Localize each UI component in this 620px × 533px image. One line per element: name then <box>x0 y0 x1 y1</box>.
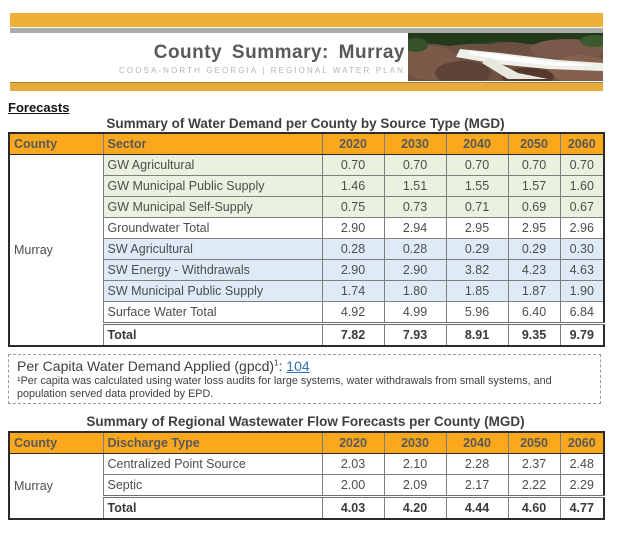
column-header-2040: 2040 <box>446 432 508 454</box>
value-cell: 4.03 <box>322 497 384 520</box>
value-cell: 1.85 <box>446 281 508 302</box>
value-cell: 2.95 <box>446 218 508 239</box>
per-capita-line <box>9 357 600 374</box>
column-header-2040: 2040 <box>446 133 508 155</box>
value-cell: 1.90 <box>560 281 604 302</box>
value-cell: 0.70 <box>384 155 446 176</box>
page-title: County Summary: Murray <box>153 42 405 63</box>
value-cell: 1.46 <box>322 176 384 197</box>
column-header-2020: 2020 <box>322 432 384 454</box>
value-cell: 0.71 <box>446 197 508 218</box>
waterfall-photo <box>408 33 603 81</box>
column-header-2060: 2060 <box>560 432 604 454</box>
value-cell: 2.90 <box>384 260 446 281</box>
value-cell: 9.35 <box>508 324 560 347</box>
value-cell: 0.69 <box>508 197 560 218</box>
sector-cell: GW Agricultural <box>103 155 322 176</box>
forecasts-heading: Forecasts <box>8 100 70 115</box>
value-cell: 6.40 <box>508 302 560 324</box>
column-header-2030: 2030 <box>384 432 446 454</box>
value-cell: 5.96 <box>446 302 508 324</box>
value-cell: 0.29 <box>446 239 508 260</box>
value-cell: 8.91 <box>446 324 508 347</box>
water-demand-table <box>8 132 605 347</box>
value-cell: 2.95 <box>508 218 560 239</box>
value-cell: 1.74 <box>322 281 384 302</box>
value-cell: 4.63 <box>560 260 604 281</box>
column-header-2050: 2050 <box>508 133 560 155</box>
sector-cell: SW Agricultural <box>103 239 322 260</box>
sector-cell: Total <box>103 324 322 347</box>
table-header-row <box>9 432 604 454</box>
column-header-2020: 2020 <box>322 133 384 155</box>
table-row <box>9 454 604 475</box>
value-cell: 4.20 <box>384 497 446 520</box>
sector-cell: SW Municipal Public Supply <box>103 281 322 302</box>
discharge-type-cell: Total <box>103 497 322 520</box>
sector-cell: GW Municipal Public Supply <box>103 176 322 197</box>
column-header-county: County <box>9 432 103 454</box>
value-cell: 0.70 <box>508 155 560 176</box>
value-cell: 2.00 <box>322 475 384 497</box>
column-header-2030: 2030 <box>384 133 446 155</box>
value-cell: 4.77 <box>560 497 604 520</box>
discharge-type-cell: Septic <box>103 475 322 497</box>
value-cell: 4.44 <box>446 497 508 520</box>
value-cell: 0.28 <box>384 239 446 260</box>
waterfall-illustration <box>408 33 603 81</box>
discharge-type-cell: Centralized Point Source <box>103 454 322 475</box>
value-cell: 2.29 <box>560 475 604 497</box>
wastewater-table <box>8 431 605 520</box>
value-cell: 2.10 <box>384 454 446 475</box>
bottom-accent-bar <box>10 82 603 91</box>
water-demand-table-title: Summary of Water Demand per County by Source Type (MGD) <box>106 116 505 131</box>
value-cell: 2.03 <box>322 454 384 475</box>
value-cell: 6.84 <box>560 302 604 324</box>
value-cell: 7.82 <box>322 324 384 347</box>
value-cell: 2.28 <box>446 454 508 475</box>
top-accent-bar <box>10 13 603 27</box>
value-cell: 2.09 <box>384 475 446 497</box>
table-header-row <box>9 133 604 155</box>
value-cell: 1.57 <box>508 176 560 197</box>
value-cell: 0.28 <box>322 239 384 260</box>
sector-cell: GW Municipal Self-Supply <box>103 197 322 218</box>
column-header-2060: 2060 <box>560 133 604 155</box>
value-cell: 4.92 <box>322 302 384 324</box>
per-capita-label: Per Capita Water Demand Applied (gpcd) <box>17 358 275 374</box>
value-cell: 4.23 <box>508 260 560 281</box>
value-cell: 0.73 <box>384 197 446 218</box>
value-cell: 4.99 <box>384 302 446 324</box>
value-cell: 0.70 <box>446 155 508 176</box>
column-header-county: County <box>9 133 103 155</box>
table-row <box>9 155 604 176</box>
value-cell: 2.48 <box>560 454 604 475</box>
value-cell: 1.87 <box>508 281 560 302</box>
value-cell: 7.93 <box>384 324 446 347</box>
value-cell: 2.94 <box>384 218 446 239</box>
county-cell: Murray <box>9 454 103 520</box>
per-capita-value-link[interactable]: 104 <box>286 358 310 374</box>
per-capita-box <box>8 354 601 404</box>
value-cell: 3.82 <box>446 260 508 281</box>
value-cell: 4.60 <box>508 497 560 520</box>
value-cell: 9.79 <box>560 324 604 347</box>
value-cell: 2.90 <box>322 260 384 281</box>
per-capita-footnote: ¹Per capita was calculated using water loss audits for large systems, water withdrawals from small systems, and population served data provided by EPD. <box>17 375 552 401</box>
value-cell: 1.51 <box>384 176 446 197</box>
value-cell: 2.96 <box>560 218 604 239</box>
value-cell: 1.80 <box>384 281 446 302</box>
column-header-discharge-type: Discharge Type <box>103 432 322 454</box>
value-cell: 0.30 <box>560 239 604 260</box>
per-capita-colon: : <box>278 358 287 374</box>
sector-cell: Groundwater Total <box>103 218 322 239</box>
value-cell: 1.55 <box>446 176 508 197</box>
value-cell: 1.60 <box>560 176 604 197</box>
value-cell: 2.37 <box>508 454 560 475</box>
page-subtitle: COOSA-NORTH GEORGIA | REGIONAL WATER PLAN <box>119 66 405 75</box>
value-cell: 2.22 <box>508 475 560 497</box>
wastewater-table-title: Summary of Regional Wastewater Flow Forecasts per County (MGD) <box>86 414 525 429</box>
column-header-sector: Sector <box>103 133 322 155</box>
value-cell: 0.70 <box>560 155 604 176</box>
sector-cell: Surface Water Total <box>103 302 322 324</box>
per-capita-footnote-marker: 1 <box>274 358 279 368</box>
sector-cell: SW Energy - Withdrawals <box>103 260 322 281</box>
value-cell: 0.75 <box>322 197 384 218</box>
county-cell: Murray <box>9 155 103 347</box>
value-cell: 2.90 <box>322 218 384 239</box>
value-cell: 0.29 <box>508 239 560 260</box>
column-header-2050: 2050 <box>508 432 560 454</box>
value-cell: 2.17 <box>446 475 508 497</box>
value-cell: 0.70 <box>322 155 384 176</box>
value-cell: 0.67 <box>560 197 604 218</box>
